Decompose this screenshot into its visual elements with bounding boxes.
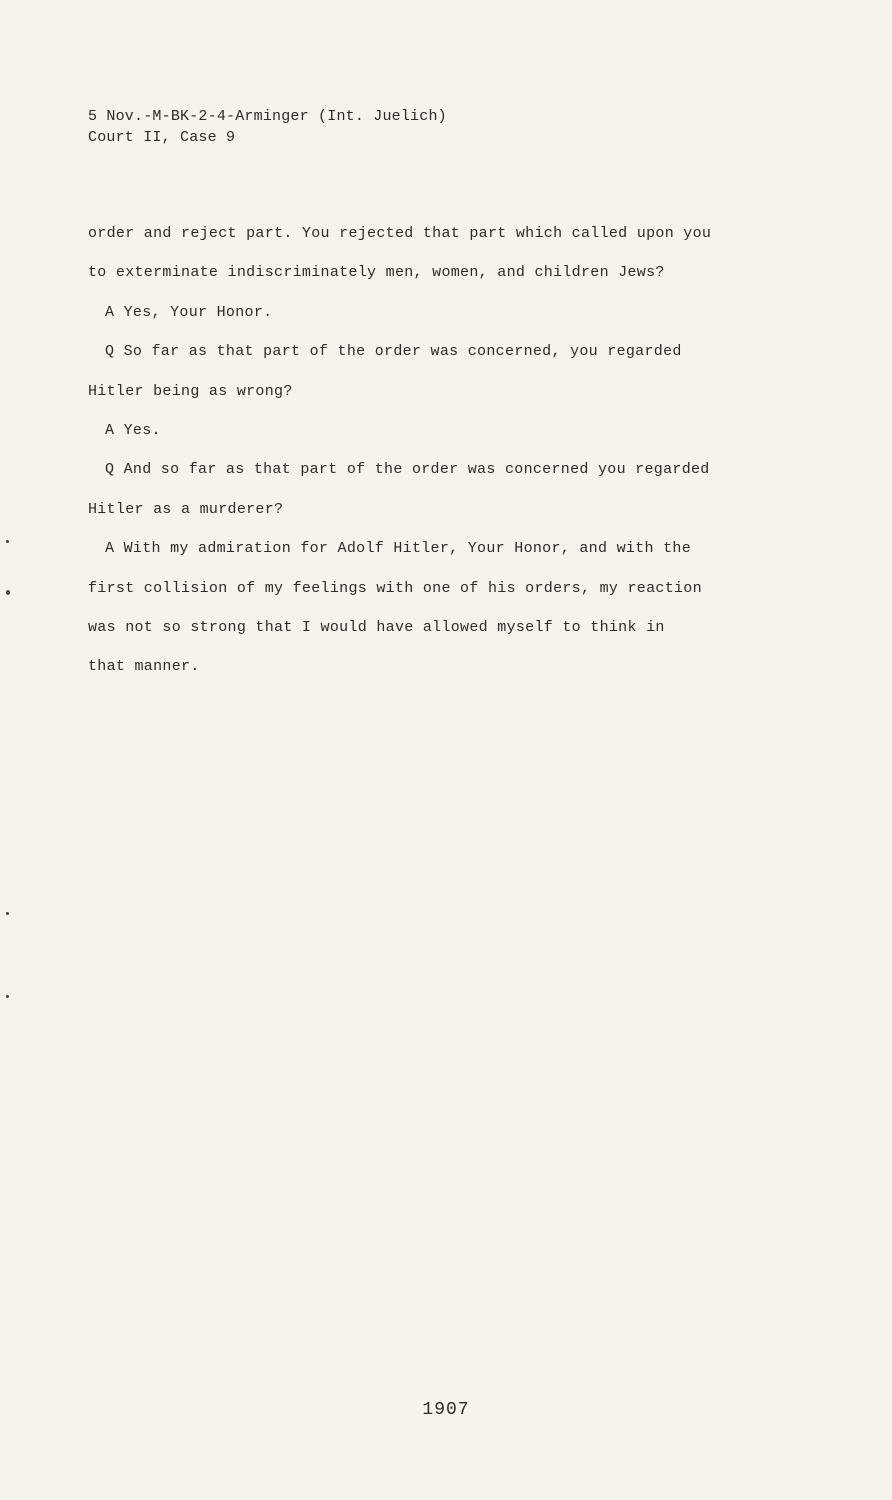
transcript-body <box>88 222 768 695</box>
page-number: 1907 <box>422 1400 470 1420</box>
transcript-line: order and reject part. You rejected that part which called upon you <box>88 225 712 242</box>
header-reference-line: 5 Nov.-M-BK-2-4-Arminger (Int. Juelich) <box>88 108 447 125</box>
scan-speck <box>6 590 10 595</box>
header-court-line: Court II, Case 9 <box>88 129 236 146</box>
document-header <box>88 106 447 148</box>
transcript-line: Hitler being as wrong? <box>88 382 293 400</box>
transcript-answer-line: A Yes, Your Honor. <box>105 303 273 321</box>
transcript-line: that manner. <box>88 658 200 676</box>
scan-speck <box>6 540 9 543</box>
transcript-line: to exterminate indiscriminately men, women, and children Jews? <box>88 264 665 282</box>
transcript-line: was not so strong that I would have allowed myself to think in <box>88 618 665 636</box>
transcript-question-line: Q And so far as that part of the order was concerned you regarded <box>105 461 710 479</box>
transcript-line: first collision of my feelings with one of his orders, my reaction <box>88 579 702 597</box>
scan-speck <box>6 912 9 915</box>
transcript-line: Hitler as a murderer? <box>88 500 284 518</box>
transcript-answer-line: A With my admiration for Adolf Hitler, Your Honor, and with the <box>105 540 691 558</box>
transcript-question-line: Q So far as that part of the order was concerned, you regarded <box>105 343 682 361</box>
transcript-answer-line: A Yes. <box>105 421 161 439</box>
scan-speck <box>6 995 9 998</box>
